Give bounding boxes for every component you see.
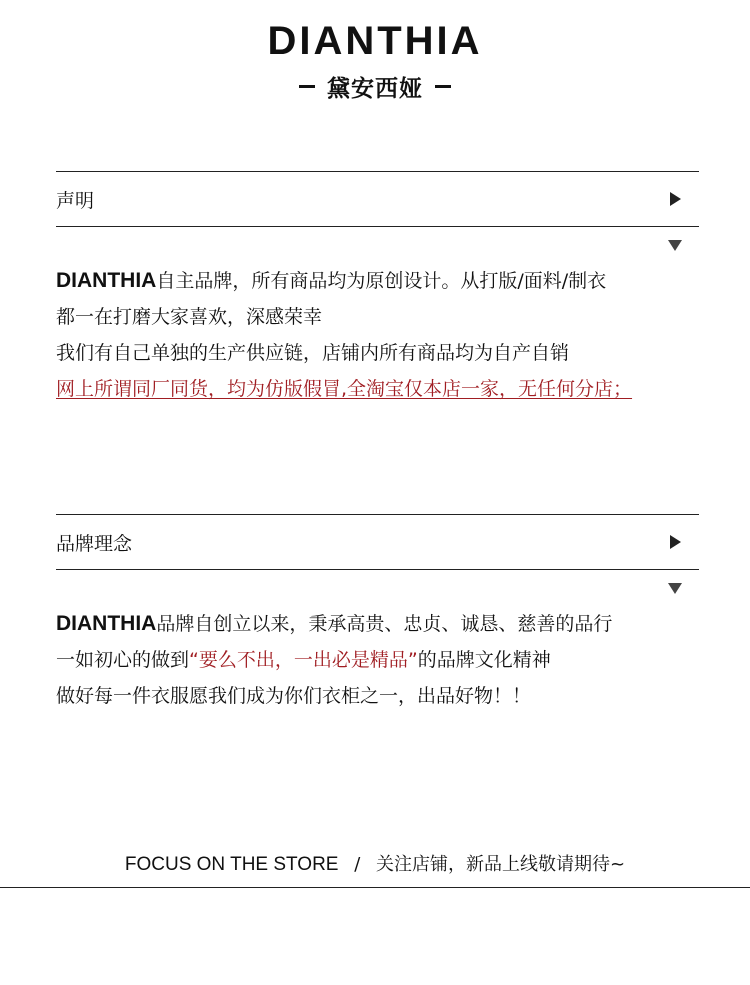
section-divider-bottom — [56, 226, 699, 227]
footer-divider — [0, 887, 750, 888]
expand-right-icon[interactable] — [670, 535, 681, 549]
footer-banner — [0, 850, 750, 876]
content-line — [56, 642, 716, 678]
brand-bold: DIANTHIA — [56, 269, 157, 292]
brand-cn-name: 黛安西娅 — [327, 76, 423, 102]
content-line — [56, 263, 716, 299]
section-title: 品牌理念 — [56, 532, 133, 555]
content-line: 都一在打磨大家喜欢，深感荣幸 — [56, 306, 323, 328]
line-text: 的品牌文化精神 — [417, 649, 551, 671]
section-title: 声明 — [56, 189, 95, 212]
brand-bold: DIANTHIA — [56, 612, 157, 635]
collapse-down-icon[interactable] — [668, 240, 682, 251]
line-text: 一如初心的做到 — [56, 649, 190, 671]
line-text: 品牌自创立以来，秉承高贵、忠贞、诚恳、慈善的品行 — [156, 613, 613, 635]
collapse-down-icon[interactable] — [668, 583, 682, 594]
section-header-statement[interactable] — [56, 172, 699, 226]
footer-separator: / — [354, 854, 361, 875]
philosophy-content — [56, 606, 716, 714]
section-header-philosophy[interactable] — [56, 515, 699, 569]
brand-logo: DIANTHIA — [267, 19, 483, 63]
right-dash — [435, 85, 451, 88]
content-line — [56, 606, 716, 642]
line-text: 自主品牌，所有商品均为原创设计。从打版/面料/制衣 — [156, 270, 607, 292]
left-dash — [299, 85, 315, 88]
content-line: 我们有自己单独的生产供应链，店铺内所有商品均为自产自销 — [56, 342, 570, 364]
expand-right-icon[interactable] — [670, 192, 681, 206]
slogan-quote: “要么不出，一出必是精品” — [189, 649, 418, 671]
footer-cn: 关注店铺，新品上线敬请期待~ — [376, 854, 626, 875]
footer-en: FOCUS ON THE STORE — [124, 854, 339, 875]
warning-line: 网上所谓同厂同货，均为仿版假冒,全淘宝仅本店一家，无任何分店； — [56, 378, 633, 400]
section-divider-bottom — [56, 569, 699, 570]
content-line: 做好每一件衣服愿我们成为你们衣柜之一，出品好物！！ — [56, 685, 532, 707]
statement-content — [56, 263, 716, 407]
brand-subtitle — [0, 70, 750, 103]
